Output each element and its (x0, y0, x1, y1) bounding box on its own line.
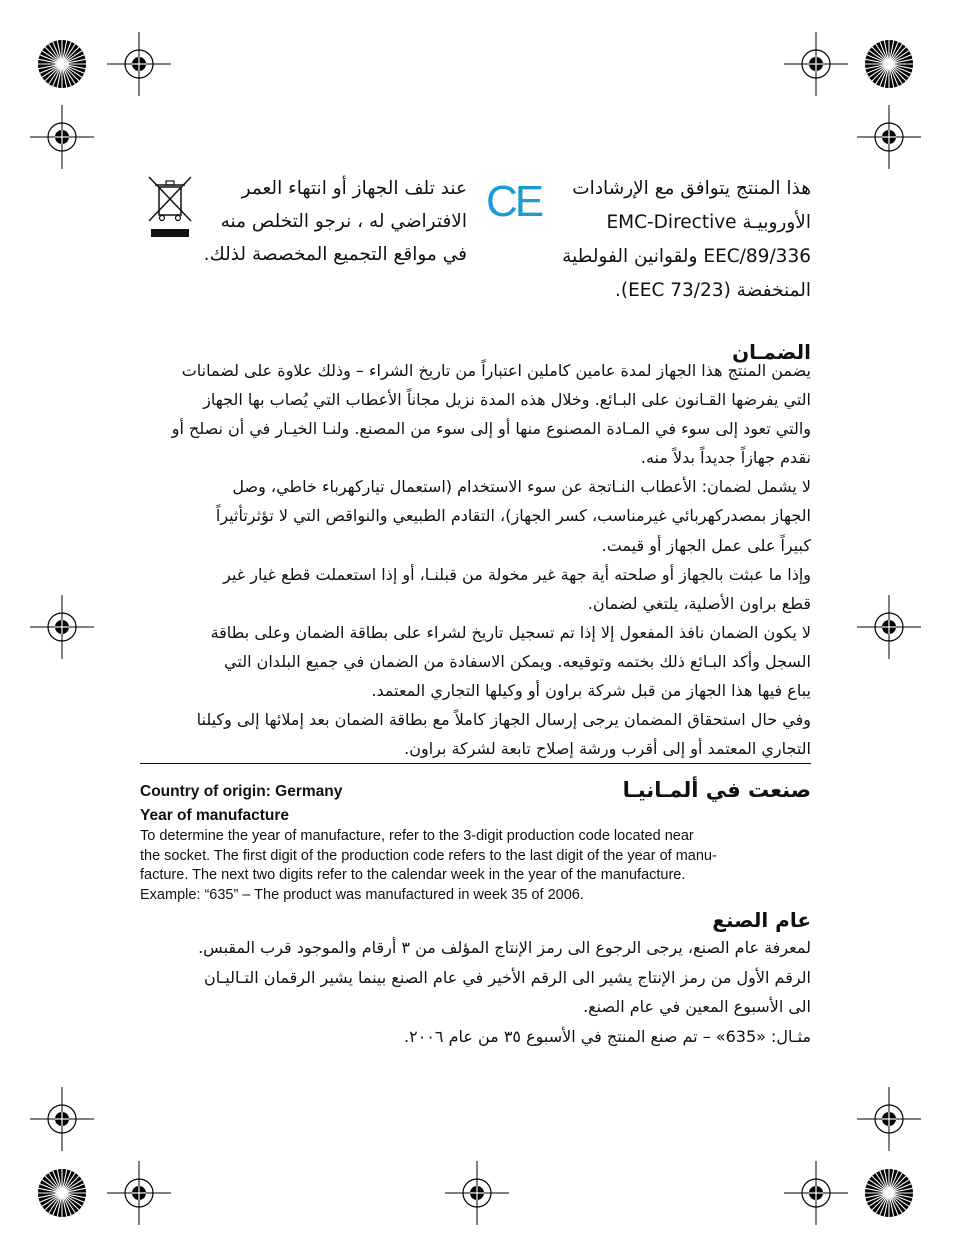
guarantee-line: وفي حال استحقاق المضمان يرجى إرسال الجهاز كاملاً مع بطاقة الضمان بعد إملائها إلى وكيلنا (196, 710, 811, 730)
guarantee-line: التي يفرضها القـانون على البـائع. وخلال هذه المدة نزيل مجاناً الأعطاب التي يُصاب بها الجهاز (203, 390, 811, 410)
year-of-manufacture-arabic-heading: عام الصنع (712, 908, 811, 932)
disposal-line: الافتراضي له ، نرجو التخلص منه (220, 211, 467, 232)
guarantee-line: والتي تعود إلى سوء في المـادة المصنوع منها أو إلى سوء من المصنع. ولنـا الخيـار في أن نصلح أو (171, 419, 811, 439)
year-line: To determine the year of manufacture, refer to the 3-digit production code located near (140, 828, 694, 844)
guarantee-line: لا يشمل لضمان: الأعطاب النـاتجة عن سوء الاستخدام (استعمال تياركهرباء خاطي، وصل (232, 477, 811, 497)
guarantee-text (140, 356, 811, 763)
year-of-manufacture-title: Year of manufacture (140, 807, 290, 824)
year-arabic-line: مثـال: «635» – تم صنع المنتج في الأسبوع ٣٥ من عام ٢٠٠٦. (404, 1026, 811, 1046)
ce-line: المنخفضة (73/23 EEC). (614, 280, 811, 301)
ce-line: 89/336/EEC ولقوانين الفولطية (562, 246, 811, 267)
ce-line: الأوروبيـة EMC-Directive (606, 212, 811, 233)
guarantee-line: يضمن المنتج هذا الجهاز لمدة عامين كاملين اعتباراً من تاريخ الشراء – وذلك علاوة على لضمانات (181, 361, 811, 380)
guarantee-line: نقدم جهازاً جديداً بدلاً منه. (640, 448, 811, 468)
year-arabic-line: الى الأسبوع المعين في عام الصنع. (583, 997, 811, 1016)
guarantee-line: التجاري المعتمد أو إلى أقرب ورشة إصلاح تابعة لشركة براون. (404, 739, 811, 759)
guarantee-line: قطع براون الأصلية، يلتغي لضمان. (587, 593, 811, 613)
disposal-line: عند تلف الجهاز أو انتهاء العمر (241, 178, 467, 199)
guarantee-line: لا يكون الضمان نافذ المفعول إلا إذا تم تسجيل تاريخ لشراء على بطاقة الضمان وعلى بطاقة (210, 622, 811, 642)
disposal-line: في مواقع التجميع المخصصة لذلك. (203, 244, 467, 265)
ce-compliance-text (545, 172, 811, 308)
year-arabic-line: لمعرفة عام الصنع، يرجى الرجوع الى رمز الإنتاج المؤلف من ٣ أرقام والموجود قرب المقبس. (198, 938, 811, 957)
year-line: the socket. The first digit of the production code refers to the last digit of the year of manu- (140, 847, 717, 864)
year-line: facture. The next two digits refer to the calendar week in the year of the manufacture. (140, 867, 686, 883)
disposal-text (200, 172, 467, 271)
crossed-out-wheelie-bin-icon (145, 173, 195, 243)
guarantee-line: الجهاز بمصدركهربائي غيرمناسب، كسر الجهاز)، التقادم الطبيعي والنواقص التي لا تؤثرتأثيراً (215, 506, 811, 526)
section-divider (140, 763, 811, 764)
origin-arabic: صنعت في ألمـانيـا (622, 778, 811, 802)
guarantee-line: يباع فيها هذا الجهاز من قبل شركة براون أو وكيلها التجاري المعتمد. (371, 681, 811, 701)
guarantee-line: السجل وأكد البـائع ذلك بختمه وتوقيعه. ويمكن الاسفادة من الضمان في جميع البلدان التي (224, 651, 811, 671)
guarantee-line: كبيراً على عمل الجهاز أو قيمت. (601, 535, 811, 555)
ce-line: هذا المنتج يتوافق مع الإرشادات (572, 178, 811, 199)
ce-mark-logo: CE (486, 177, 542, 226)
year-of-manufacture-text (140, 827, 815, 905)
guarantee-line: وإذا ما عبثت بالجهاز أو صلحته أية جهة غير مخولة من قبلنـا، أو إذا استعملت قطع غيار غير (223, 564, 811, 584)
year-arabic-line: الرقم الأول من رمز الإنتاج يشير الى الرقم الأخير في عام الصنع بينما يشير الرقمان التـاليـان (203, 967, 811, 987)
origin-english: Country of origin: Germany (140, 783, 343, 800)
year-of-manufacture-arabic-text (140, 933, 811, 1051)
guarantee-heading: الضمـان (732, 340, 811, 364)
year-line: Example: “635” – The product was manufactured in week 35 of 2006. (140, 886, 584, 903)
